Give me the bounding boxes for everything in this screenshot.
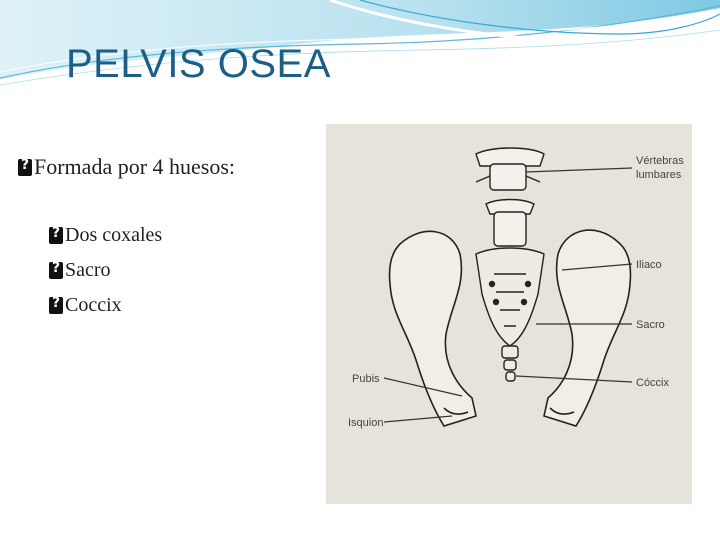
sub-bullet-list bbox=[18, 218, 318, 323]
label-sacro: Sacro bbox=[636, 319, 665, 331]
label-vertebras: Vértebras bbox=[636, 155, 684, 167]
bullet-list bbox=[18, 154, 318, 323]
sub-bullet-coccix bbox=[49, 288, 318, 323]
pelvis-drawing bbox=[326, 124, 692, 504]
label-iliaco: Iliaco bbox=[636, 259, 662, 271]
label-isquion: Isquion bbox=[348, 417, 384, 429]
bullet-glyph-icon bbox=[49, 262, 63, 279]
main-bullet-text: Formada por 4 huesos: bbox=[34, 154, 236, 179]
sub-bullet-text: Sacro bbox=[65, 259, 111, 281]
label-coccix: Cóccix bbox=[636, 377, 670, 389]
label-lumbares: lumbares bbox=[636, 169, 682, 181]
bullet-glyph-icon bbox=[18, 159, 32, 176]
pelvis-illustration bbox=[326, 124, 692, 504]
label-pubis: Pubis bbox=[352, 373, 380, 385]
main-bullet bbox=[18, 154, 318, 180]
sub-bullet-sacro bbox=[49, 253, 318, 288]
slide-title: PELVIS OSEA bbox=[66, 42, 331, 86]
sub-bullet-coxales bbox=[49, 218, 318, 253]
sub-bullet-text: Coccix bbox=[65, 294, 122, 316]
bullet-glyph-icon bbox=[49, 297, 63, 314]
sub-bullet-text: Dos coxales bbox=[65, 224, 163, 246]
bullet-glyph-icon bbox=[49, 227, 63, 244]
